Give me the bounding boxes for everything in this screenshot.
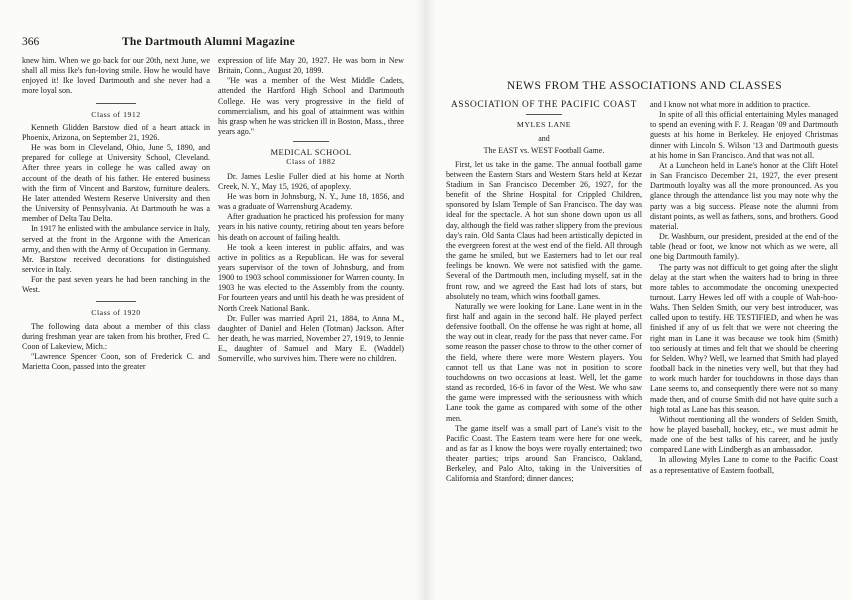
paragraph: Dr. Fuller was married April 21, 1884, to Anna M., daughter of Daniel and Helen (Totman) Jackson. After her death, he was married, November 27, 1919, to Jennie E., daughter of Samuel and Mary E. (Waddel) Somerville, who survives him. There were no children.	[218, 313, 404, 364]
author-heading: MYLES LANE	[516, 120, 572, 130]
paragraph: Kenneth Glidden Barstow died of a heart attack in Phoenix, Arizona, on September 21, 1926.	[22, 122, 210, 142]
paragraph: At a Luncheon held in Lane's honor at the Clift Hotel in San Francisco December 21, 1927, the ever present Dartmouth loyalty was all the more pronounced. As you glance through the attendance list you may note why the party was a big success. Please note the alumni from distant points, as well as fathers, sons, and brothers. Good material.	[650, 160, 838, 231]
class-heading-1912: Class of 1912	[22, 103, 210, 120]
paragraph: knew him. When we go back for our 20th, next June, we shall all miss Ike's fun-loving smile. How he would have enjoyed it! Ike loved Dartmouth and she never had a more loyal son.	[22, 56, 210, 96]
paragraph: The following data about a member of this class during freshman year are taken from his brother, Fred C. Coon of Lakeview, Mich.:	[22, 321, 210, 351]
paragraph: He was born in Johnsburg, N. Y., June 18, 1856, and was a graduate of Warrensburg Academy.	[218, 191, 404, 212]
divider	[526, 114, 562, 115]
right-column-2	[650, 100, 838, 592]
paragraph: After graduation he practiced his profession for many years in his native county, retiring about ten years before his death on account of failing health.	[218, 212, 404, 242]
paragraph: In spite of all this official entertaining Myles managed to spend an evening with F. J. Reagan '09 and Dartmouth guests at his home in Berkeley. He enjoyed Christmas dinner with Lincoln S. Wilson '13 and Dartmouth guests at his home in San Francisco. And that was not all.	[650, 110, 838, 160]
page-number: 366	[22, 36, 40, 48]
article-subtitle: The EAST vs. WEST Football Game.	[483, 146, 605, 156]
paragraph: Dr. James Leslie Fuller died at his home at North Creek, N. Y., May 15, 1926, of apoplexy.	[218, 171, 404, 191]
class-heading-1920: Class of 1920	[22, 301, 210, 318]
section-title: NEWS FROM THE ASSOCIATIONS AND CLASSES	[506, 80, 783, 92]
paragraph: Naturally we were looking for Lane. Lane went in in the first half and again in the second half. He played perfect defensive football. On the offense he was right at home, all the way out in clear, ready for the pass that never came. For some reason the passer chose to throw to the other corner of the field, where there were more Western players. You cannot tell us that Lane was not in position to score touchdowns on two occasions at least. Well, let the game stand as recorded, 16-6 in favor of the West. We who saw the game were impressed with the seriousness with which Lane took the game as compared with some of the other men.	[446, 301, 642, 423]
section-heading-medical-school: MEDICAL SCHOOL	[270, 147, 352, 158]
paragraph: He took a keen interest in public affairs, and was active in politics as a Republican. He was for several years supervisor of the town of Johnsburg, and from 1900 to 1903 school commissioner for Warren county. In 1903 he was elected to the Assembly from the county. For fourteen years and until his death he was president of North Creek National Bank.	[218, 242, 404, 313]
paragraph: "Lawrence Spencer Coon, son of Frederick C. and Marietta Coon, passed into the greater	[22, 352, 210, 372]
paragraph: The party was not difficult to get going after the slight delay at the start when the waiters had to bring in three more tables to accommodate the oncoming unexpected turnout. Larry Hewes led off with a couple of Wah-hoo-Wahs. Then Selden Smith, our very best introducer, was called upon to testify. HE TESTIFIED, and when he was finished if any of us felt that we were not cheering the right man in Lane it was because we took him (Smith) too seriously at times and felt that we should be cheering for Selden. Why? Well, we learned that Smith had played football back in the nineties very well, but that they had to work much harder for touchdowns in those days than Lane seems to, and consequently there were not so many made then, and of course Smith did not have quite such a high total as Lane has this season.	[650, 262, 838, 414]
paragraph: The game itself was a small part of Lane's visit to the Pacific Coast. The Eastern team were here for one week, and as far as I know the boys were royally entertained; two theater parties; trips around San Francisco, Oakland, Berkeley, and Palo Alto, taking in the Universities of California and Stanford; dinner dances;	[446, 423, 642, 484]
and-line: and	[538, 134, 550, 144]
running-head	[22, 36, 295, 48]
right-page	[426, 0, 852, 600]
association-heading: ASSOCIATION OF THE PACIFIC COAST	[451, 100, 637, 110]
left-column-1	[22, 56, 210, 376]
magazine-title: The Dartmouth Alumni Magazine	[122, 36, 295, 48]
paragraph: In allowing Myles Lane to come to the Pacific Coast as a representative of Eastern football,	[650, 455, 838, 475]
left-column-2	[218, 56, 404, 364]
right-column-1	[446, 100, 642, 592]
paragraph: "He was a member of the West Middle Cadets, attended the Hartford High School and Dartmouth College. He was very progressive in the field of commercialism, and his goal of attainment was within his grasp when he was stricken ill in Boston, Mass., three years ago."	[218, 76, 404, 137]
paragraph: Without mentioning all the wonders of Selden Smith, how he played baseball, hockey, etc., we must admit he made one of the best talks of his career, and he justly compared Lane with Lindbergh as an ambassador.	[650, 414, 838, 455]
divider	[293, 141, 329, 142]
paragraph: He was born in Cleveland, Ohio, June 5, 1890, and prepared for college at University School, Cleveland. After three years in college he was called away on account of the death of his father. He entered business with the firm of Vincent and Barstow, furniture dealers. He later attended Western Reserve University and then the University of Pennsylvania. At Dartmouth he was a member of Delta Tau Delta.	[22, 143, 210, 224]
paragraph: and I know not what more in addition to practice.	[650, 100, 811, 109]
paragraph: Dr. Washburn, our president, presided at the end of the table (head or foot, we know not which as we were, all one big Dartmouth family).	[650, 232, 838, 262]
paragraph: For the past seven years he had been ranching in the West.	[22, 275, 210, 295]
paragraph: In 1917 he enlisted with the ambulance service in Italy, served at the front in the Argonne with the American army, and then with the Army of Occupation in Germany. Mr. Barstow received decorations for distinguished service in Italy.	[22, 224, 210, 274]
class-heading-1882: Class of 1882	[286, 157, 336, 167]
paragraph: First, let us take in the game. The annual football game between the Eastern Stars and Western Stars held at Kezar Stadium in San Francisco December 26, 1927, for the benefit of the Shrine Hospital for Crippled Children, sponsored by Islam Temple of San Francisco. The day was ideal for the spectacle. A hot sun shone down upon us all day, although the field was rather slippery from the previous day's rain. Old Santa Claus had been artistically depicted in the evergreen forest at the west end of the field. All through the game he smiled, but we Easterners had to let our real feelings be known. We were not satisfied with the game. Several of the Dartmouth men, including myself, sat in the front row, and we agreed the East had lots of stars, but absolutely no team, which wins football games.	[446, 159, 642, 301]
paragraph: expression of life May 20, 1927. He was born in New Britain, Conn., August 20, 1899.	[218, 56, 404, 76]
